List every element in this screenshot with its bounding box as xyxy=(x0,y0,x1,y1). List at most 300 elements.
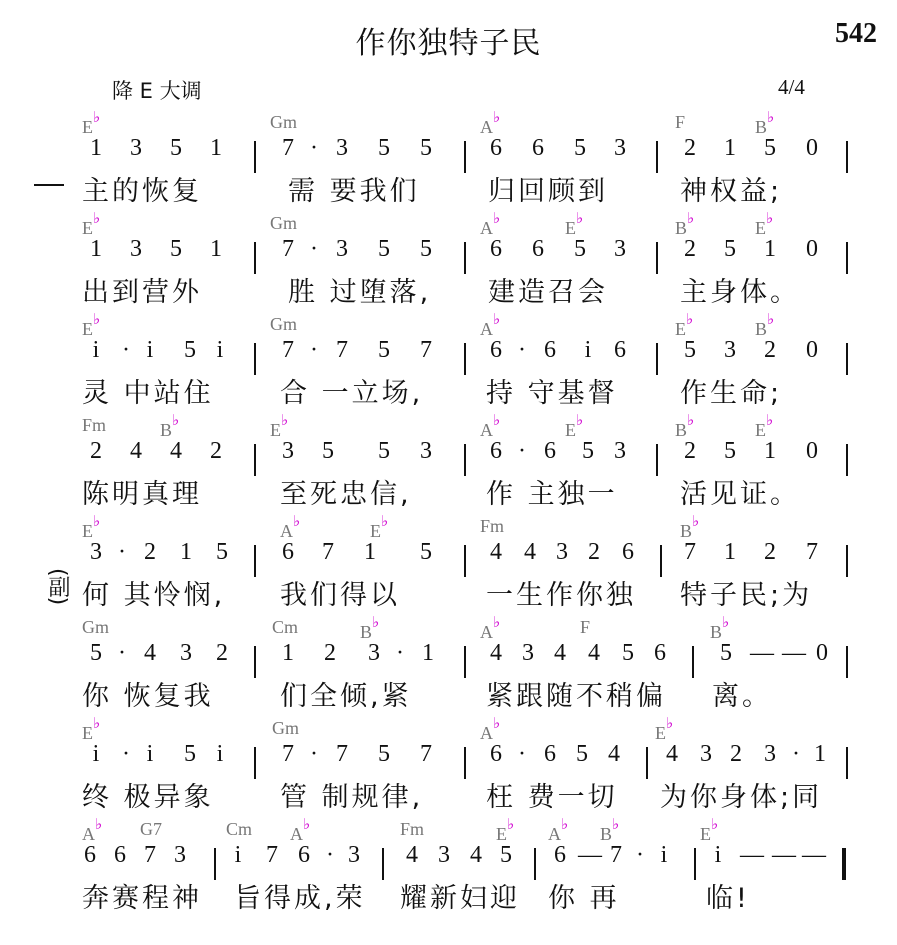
chord-symbol: E♭ xyxy=(565,413,584,440)
note: — xyxy=(772,842,796,868)
lyric-phrase: 至死忠信, xyxy=(280,479,412,510)
note: — xyxy=(782,640,806,666)
note: i xyxy=(92,337,100,363)
flat-sign: ♭ xyxy=(303,817,311,833)
score-system xyxy=(0,415,897,516)
chord-symbol: E♭ xyxy=(675,312,694,339)
flat-sign: ♭ xyxy=(381,514,389,530)
note: 3 xyxy=(614,438,626,464)
note: 4 xyxy=(406,842,418,868)
note: · xyxy=(310,337,318,363)
flat-sign: ♭ xyxy=(93,211,101,227)
note: · xyxy=(792,741,800,767)
chord-symbol: B♭ xyxy=(675,211,695,238)
chord-symbol: A♭ xyxy=(82,817,103,844)
chord-symbol: B♭ xyxy=(680,514,700,541)
note: 3 xyxy=(130,135,142,161)
lyric-phrase: 出到营外 xyxy=(82,277,202,308)
note: · xyxy=(118,539,126,565)
note: 3 xyxy=(764,741,776,767)
note: 3 xyxy=(614,135,626,161)
note: 4 xyxy=(130,438,142,464)
chorus-marker: (副) xyxy=(45,568,70,605)
barline xyxy=(254,141,256,173)
barline xyxy=(656,444,658,476)
note: i xyxy=(146,741,154,767)
note: 7 xyxy=(684,539,696,565)
note: 6 xyxy=(554,842,566,868)
note: 1 xyxy=(210,135,222,161)
lyric-phrase: 需 要我们 xyxy=(288,176,420,207)
note: 1 xyxy=(90,236,102,262)
lyric-phrase: 你 恢复我 xyxy=(82,681,214,712)
chord-symbol: G7 xyxy=(140,819,162,839)
note: 1 xyxy=(422,640,434,666)
note: 5 xyxy=(582,438,594,464)
lyric-phrase: 一生作你独 xyxy=(486,580,636,611)
note: · xyxy=(396,640,404,666)
barline xyxy=(846,646,848,678)
note: 2 xyxy=(764,539,776,565)
note: 1 xyxy=(180,539,192,565)
chord-symbol: B♭ xyxy=(755,312,775,339)
note: 5 xyxy=(378,236,390,262)
flat-sign: ♭ xyxy=(692,514,700,530)
lyric-phrase: 作生命; xyxy=(680,378,783,409)
note: 7 xyxy=(282,337,294,363)
chord-symbol: Gm xyxy=(272,718,299,738)
chord-symbol: Cm xyxy=(226,819,253,839)
note: · xyxy=(310,741,318,767)
lyric-phrase: 胜 过堕落, xyxy=(288,277,432,308)
barline xyxy=(846,141,848,173)
note: 3 xyxy=(368,640,380,666)
note: 3 xyxy=(336,135,348,161)
note: 7 xyxy=(806,539,818,565)
lyric-phrase: 活见证。 xyxy=(680,479,800,510)
note: 5 xyxy=(720,640,732,666)
lyric-phrase: 合 一立场, xyxy=(280,378,424,409)
note: 2 xyxy=(210,438,222,464)
chord-symbol: Gm xyxy=(270,112,297,132)
note: 6 xyxy=(532,236,544,262)
barline xyxy=(846,747,848,779)
chord-symbol: E♭ xyxy=(82,514,101,541)
note: 5 xyxy=(684,337,696,363)
chord-symbol: F xyxy=(580,617,591,637)
chord-symbol: E♭ xyxy=(82,716,101,743)
note: 7 xyxy=(610,842,622,868)
barline xyxy=(692,646,694,678)
note: 6 xyxy=(654,640,666,666)
chord-symbol: Cm xyxy=(272,617,299,637)
lyric-phrase: 管 制规律, xyxy=(280,782,424,813)
note: 7 xyxy=(266,842,278,868)
note: 0 xyxy=(806,337,818,363)
flat-sign: ♭ xyxy=(493,211,501,227)
barline xyxy=(846,242,848,274)
lyric-phrase: 作 主独一 xyxy=(486,479,618,510)
flat-sign: ♭ xyxy=(93,312,101,328)
barline xyxy=(846,444,848,476)
barline xyxy=(656,343,658,375)
lyric-phrase: 为你身体;同 xyxy=(660,782,823,813)
note: 4 xyxy=(470,842,482,868)
note: 1 xyxy=(764,438,776,464)
barline xyxy=(846,545,848,577)
flat-sign: ♭ xyxy=(507,817,515,833)
flat-sign: ♭ xyxy=(493,716,501,732)
note: 5 xyxy=(322,438,334,464)
lyric-phrase: 耀新妇迎 xyxy=(400,883,520,914)
note: 1 xyxy=(364,539,376,565)
note: 6 xyxy=(114,842,126,868)
note: 5 xyxy=(574,135,586,161)
lyric-phrase: 紧跟随不稍偏 xyxy=(486,681,666,712)
flat-sign: ♭ xyxy=(95,817,103,833)
score-system xyxy=(0,213,897,314)
flat-sign: ♭ xyxy=(766,413,774,429)
note: 4 xyxy=(144,640,156,666)
flat-sign: ♭ xyxy=(93,716,101,732)
chord-symbol: E♭ xyxy=(82,110,101,137)
flat-sign: ♭ xyxy=(576,211,584,227)
note: 5 xyxy=(378,438,390,464)
flat-sign: ♭ xyxy=(767,312,775,328)
chord-symbol: F xyxy=(675,112,686,132)
time-signature: 4/4 xyxy=(778,75,805,99)
note: 5 xyxy=(378,741,390,767)
flat-sign: ♭ xyxy=(93,514,101,530)
score-system xyxy=(0,516,897,617)
note: 0 xyxy=(816,640,828,666)
note: i xyxy=(714,842,722,868)
note: · xyxy=(518,438,526,464)
flat-sign: ♭ xyxy=(766,211,774,227)
note: · xyxy=(118,640,126,666)
note: 1 xyxy=(210,236,222,262)
chord-symbol: B♭ xyxy=(675,413,695,440)
chord-symbol: A♭ xyxy=(480,110,501,137)
lyric-phrase: 建造召会 xyxy=(488,277,608,308)
note: i xyxy=(146,337,154,363)
note: i xyxy=(584,337,592,363)
note: · xyxy=(310,236,318,262)
note: 5 xyxy=(420,135,432,161)
barline xyxy=(846,343,848,375)
note: i xyxy=(216,337,224,363)
lyric-phrase: 临! xyxy=(706,883,750,914)
note: 6 xyxy=(544,438,556,464)
note: 5 xyxy=(500,842,512,868)
flat-sign: ♭ xyxy=(493,615,501,631)
flat-sign: ♭ xyxy=(686,312,694,328)
note: 7 xyxy=(144,842,156,868)
note: i xyxy=(660,842,668,868)
note: 4 xyxy=(524,539,536,565)
barline xyxy=(464,141,466,173)
note: 5 xyxy=(170,135,182,161)
note: 4 xyxy=(608,741,620,767)
chord-symbol: B♭ xyxy=(360,615,380,642)
note: 3 xyxy=(282,438,294,464)
note: 3 xyxy=(700,741,712,767)
note: 4 xyxy=(490,539,502,565)
note: · xyxy=(518,741,526,767)
note: 5 xyxy=(90,640,102,666)
note: 5 xyxy=(576,741,588,767)
note: 3 xyxy=(336,236,348,262)
note: 1 xyxy=(764,236,776,262)
note: 7 xyxy=(322,539,334,565)
flat-sign: ♭ xyxy=(493,110,501,126)
barline xyxy=(464,242,466,274)
note: 3 xyxy=(90,539,102,565)
chord-symbol: E♭ xyxy=(270,413,289,440)
score-system xyxy=(0,819,897,920)
chord-symbol: E♭ xyxy=(82,211,101,238)
note: 7 xyxy=(336,741,348,767)
chord-symbol: A♭ xyxy=(480,312,501,339)
note: 6 xyxy=(544,337,556,363)
barline xyxy=(254,444,256,476)
lyric-phrase: 离。 xyxy=(712,681,772,712)
note: 3 xyxy=(614,236,626,262)
lyric-phrase: 持 守基督 xyxy=(486,378,618,409)
note: 5 xyxy=(170,236,182,262)
chord-symbol: Gm xyxy=(82,617,109,637)
score-system xyxy=(0,617,897,718)
note: — xyxy=(578,842,602,868)
flat-sign: ♭ xyxy=(281,413,289,429)
barline xyxy=(660,545,662,577)
lyric-phrase: 我们得以 xyxy=(280,580,400,611)
note: 6 xyxy=(490,741,502,767)
score-system xyxy=(0,718,897,819)
note: 7 xyxy=(282,236,294,262)
barline xyxy=(254,747,256,779)
barline xyxy=(656,141,658,173)
note: 1 xyxy=(724,539,736,565)
lyric-phrase: 灵 中站住 xyxy=(82,378,214,409)
note: 7 xyxy=(336,337,348,363)
chord-symbol: E♭ xyxy=(755,413,774,440)
flat-sign: ♭ xyxy=(93,110,101,126)
barline xyxy=(464,545,466,577)
note: 6 xyxy=(490,135,502,161)
note: 2 xyxy=(730,741,742,767)
barline xyxy=(464,646,466,678)
barline xyxy=(656,242,658,274)
score-system xyxy=(0,112,897,213)
lyric-phrase: 归回顾到 xyxy=(488,176,608,207)
note: i xyxy=(234,842,242,868)
verse-dash xyxy=(34,184,64,186)
note: 0 xyxy=(806,438,818,464)
lyric-phrase: 你 再 xyxy=(548,883,620,914)
flat-sign: ♭ xyxy=(722,615,730,631)
note: 3 xyxy=(174,842,186,868)
note: — xyxy=(740,842,764,868)
chord-symbol: Gm xyxy=(270,314,297,334)
flat-sign: ♭ xyxy=(372,615,380,631)
note: 5 xyxy=(216,539,228,565)
flat-sign: ♭ xyxy=(561,817,569,833)
lyric-phrase: 旨得成,荣 xyxy=(234,883,366,914)
barline xyxy=(254,646,256,678)
chord-symbol: Fm xyxy=(480,516,505,536)
lyric-phrase: 终 极异象 xyxy=(82,782,214,813)
chord-symbol: A♭ xyxy=(280,514,301,541)
lyric-phrase: 神权益; xyxy=(680,176,783,207)
chord-symbol: B♭ xyxy=(710,615,730,642)
note: 0 xyxy=(806,135,818,161)
note: 5 xyxy=(378,135,390,161)
note: 6 xyxy=(490,438,502,464)
flat-sign: ♭ xyxy=(687,413,695,429)
flat-sign: ♭ xyxy=(172,413,180,429)
note: 6 xyxy=(614,337,626,363)
note: 7 xyxy=(282,135,294,161)
lyric-phrase: 特子民;为 xyxy=(680,580,813,611)
lyric-phrase: 们全倾,紧 xyxy=(280,681,412,712)
note: 2 xyxy=(764,337,776,363)
score-system xyxy=(0,314,897,415)
note: 2 xyxy=(684,438,696,464)
note: 5 xyxy=(764,135,776,161)
flat-sign: ♭ xyxy=(687,211,695,227)
note: · xyxy=(326,842,334,868)
note: 3 xyxy=(180,640,192,666)
lyric-phrase: 陈明真理 xyxy=(82,479,202,510)
chord-symbol: A♭ xyxy=(480,211,501,238)
note: 7 xyxy=(420,337,432,363)
note: 3 xyxy=(438,842,450,868)
chord-symbol: E♭ xyxy=(565,211,584,238)
chord-symbol: A♭ xyxy=(548,817,569,844)
barline xyxy=(382,848,384,880)
note: 6 xyxy=(544,741,556,767)
note: 2 xyxy=(588,539,600,565)
barline xyxy=(464,343,466,375)
lyric-phrase: 主身体。 xyxy=(680,277,800,308)
barline xyxy=(254,242,256,274)
flat-sign: ♭ xyxy=(711,817,719,833)
note: 6 xyxy=(282,539,294,565)
note: 5 xyxy=(724,236,736,262)
note: 6 xyxy=(298,842,310,868)
barline xyxy=(646,747,648,779)
chord-symbol: B♭ xyxy=(600,817,620,844)
note: 0 xyxy=(806,236,818,262)
flat-sign: ♭ xyxy=(493,413,501,429)
song-title: 作你独特子民 xyxy=(355,26,542,61)
note: 5 xyxy=(184,741,196,767)
barline xyxy=(214,848,216,880)
note: i xyxy=(92,741,100,767)
note: 3 xyxy=(348,842,360,868)
barline xyxy=(464,444,466,476)
flat-sign: ♭ xyxy=(767,110,775,126)
flat-sign: ♭ xyxy=(666,716,674,732)
chord-symbol: B♭ xyxy=(755,110,775,137)
note: 3 xyxy=(522,640,534,666)
note: 3 xyxy=(420,438,432,464)
barline xyxy=(534,848,536,880)
note: 3 xyxy=(724,337,736,363)
note: 1 xyxy=(90,135,102,161)
chord-symbol: Fm xyxy=(400,819,425,839)
chord-symbol: A♭ xyxy=(480,615,501,642)
note: 5 xyxy=(420,236,432,262)
chord-symbol: Gm xyxy=(270,213,297,233)
note: 6 xyxy=(532,135,544,161)
note: 6 xyxy=(490,337,502,363)
note: 6 xyxy=(622,539,634,565)
note: · xyxy=(122,741,130,767)
flat-sign: ♭ xyxy=(493,312,501,328)
note: 1 xyxy=(282,640,294,666)
note: · xyxy=(518,337,526,363)
chord-symbol: E♭ xyxy=(755,211,774,238)
note: 2 xyxy=(684,135,696,161)
chord-symbol: A♭ xyxy=(290,817,311,844)
note: 4 xyxy=(170,438,182,464)
note: · xyxy=(122,337,130,363)
note: 5 xyxy=(574,236,586,262)
note: 5 xyxy=(420,539,432,565)
flat-sign: ♭ xyxy=(576,413,584,429)
note: 6 xyxy=(490,236,502,262)
note: 5 xyxy=(184,337,196,363)
barline xyxy=(694,848,696,880)
chord-symbol: B♭ xyxy=(160,413,180,440)
final-barline xyxy=(842,848,846,880)
note: 2 xyxy=(216,640,228,666)
note: 7 xyxy=(420,741,432,767)
note: 2 xyxy=(90,438,102,464)
note: 3 xyxy=(130,236,142,262)
lyric-phrase: 主的恢复 xyxy=(82,176,202,207)
note: — xyxy=(802,842,826,868)
chord-symbol: E♭ xyxy=(370,514,389,541)
barline xyxy=(464,747,466,779)
note: i xyxy=(216,741,224,767)
note: 5 xyxy=(724,438,736,464)
chord-symbol: E♭ xyxy=(496,817,515,844)
note: 4 xyxy=(666,741,678,767)
chord-symbol: E♭ xyxy=(82,312,101,339)
note: 3 xyxy=(556,539,568,565)
lyric-phrase: 奔赛程神 xyxy=(82,883,202,914)
chord-symbol: Fm xyxy=(82,415,107,435)
note: 6 xyxy=(84,842,96,868)
barline xyxy=(254,545,256,577)
chord-symbol: A♭ xyxy=(480,716,501,743)
note: · xyxy=(636,842,644,868)
note: 1 xyxy=(724,135,736,161)
barline xyxy=(254,343,256,375)
note: 4 xyxy=(490,640,502,666)
note: 1 xyxy=(814,741,826,767)
key-signature: 降 E 大调 xyxy=(112,79,202,103)
note: 2 xyxy=(684,236,696,262)
note: 2 xyxy=(324,640,336,666)
flat-sign: ♭ xyxy=(612,817,620,833)
note: 5 xyxy=(378,337,390,363)
hymn-number: 542 xyxy=(835,18,877,49)
chord-symbol: E♭ xyxy=(655,716,674,743)
